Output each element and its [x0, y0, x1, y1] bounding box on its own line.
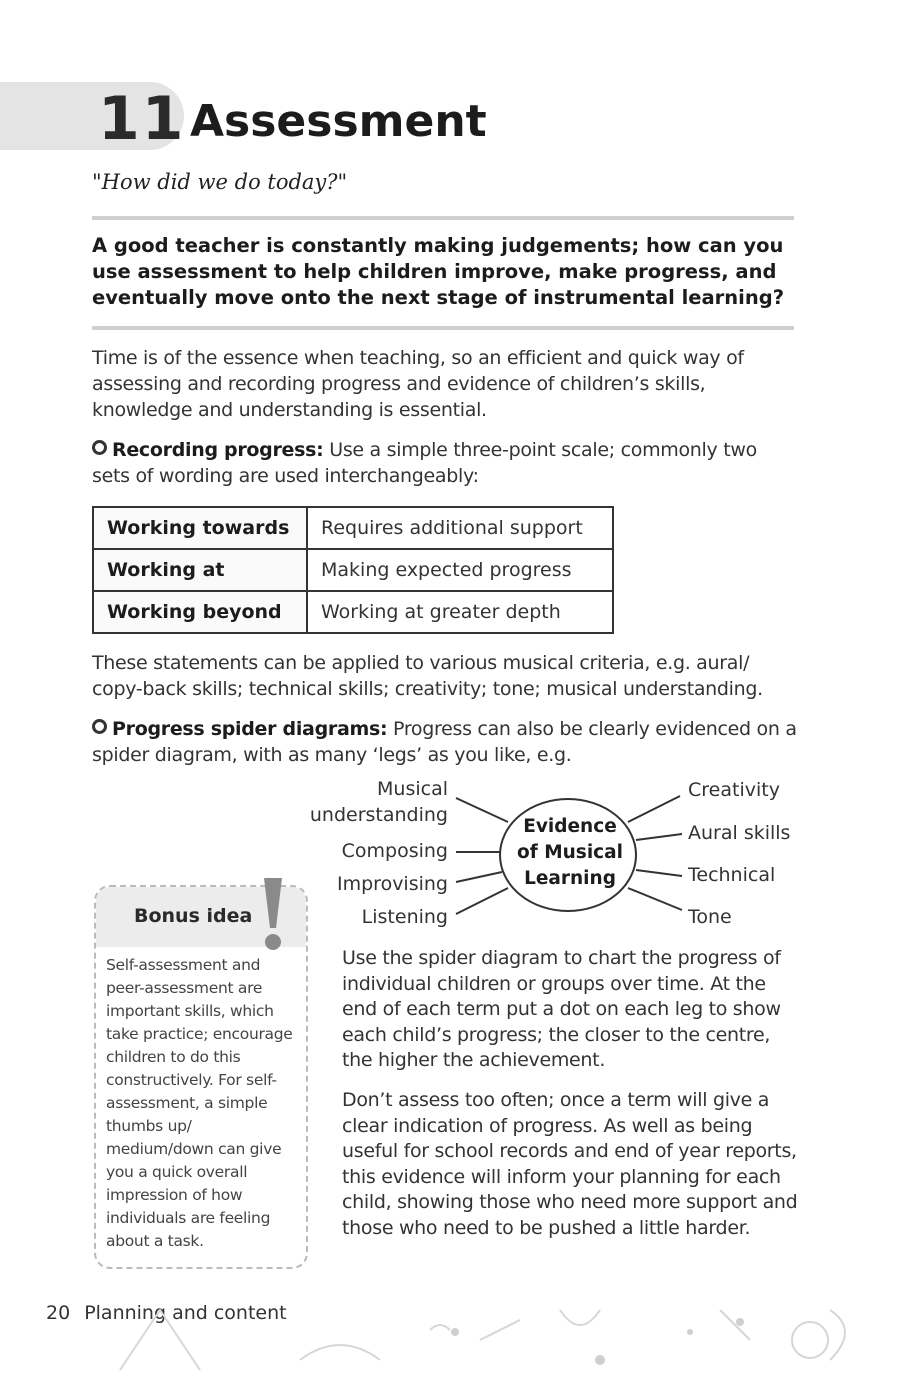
spider-heading: Progress spider diagrams:: [112, 718, 388, 740]
spider-leg-improvising: [456, 872, 502, 882]
bullet-icon: [92, 440, 107, 455]
bullet-icon: [92, 719, 107, 734]
spider-intro-paragraph: [92, 716, 797, 768]
spider-leg-musical-understanding: [456, 798, 508, 822]
leg-label-technical: Technical: [688, 864, 776, 886]
table-row: [93, 591, 613, 633]
leg-label-improvising: Improvising: [337, 873, 448, 895]
recording-text: Use a simple three-point scale; commonly two sets of wording are used interchangeably:: [92, 439, 757, 487]
music-notes-decoration: [0, 1270, 900, 1376]
spider-center-line: Evidence: [523, 816, 617, 837]
divider-bottom: [92, 326, 794, 330]
spider-leg-aural-skills: [636, 834, 682, 840]
scale-description: Working at greater depth: [307, 591, 613, 633]
table-row: [93, 549, 613, 591]
spider-usage-paragraph: Use the spider diagram to chart the progress of individual children or groups over time. At the end of each term put a dot on each leg to show each child’s progress; the closer to the centre, the higher the achievement.: [342, 947, 781, 1071]
scale-label: Working beyond: [93, 591, 307, 633]
page-number: 20: [46, 1302, 71, 1324]
leg-label-tone: Tone: [688, 906, 732, 928]
bonus-idea-title: Bonus idea: [134, 905, 253, 927]
spider-intro-text: Progress can also be clearly evidenced on a spider diagram, with as many ‘legs’ as you like, e.g.: [92, 718, 797, 766]
chapter-number: 11: [98, 84, 186, 154]
spider-leg-creativity: [628, 796, 680, 822]
intro-body: Time is of the essence when teaching, so an efficient and quick way of assessing and recording progress and evidence of children’s skills, knowledge and understanding is essential.: [92, 347, 744, 421]
recording-progress-paragraph: [92, 437, 797, 489]
table-row: [93, 507, 613, 549]
leg-label-creativity: Creativity: [688, 779, 780, 801]
scale-label: Working towards: [93, 507, 307, 549]
scale-description: Requires additional support: [307, 507, 613, 549]
bonus-idea-text: Self-assessment and peer-assessment are important skills, which take practice; encourage children to do this constructively. For self-assessment, a simple thumbs up/ medium/down can give you a quick overall impression of how individuals are feeling about a task.: [106, 956, 293, 1250]
scale-description: Making expected progress: [307, 549, 613, 591]
scale-label: Working at: [93, 549, 307, 591]
spider-leg-listening: [456, 888, 508, 914]
three-point-scale-table: [92, 506, 614, 634]
spider-center-line: of Musical: [517, 842, 623, 863]
divider-top: [92, 216, 794, 220]
leg-label-listening: Listening: [361, 906, 448, 928]
exclamation-icon: [258, 874, 288, 954]
frequency-advice-paragraph: Don’t assess too often; once a term will give a clear indication of progress. As well as being useful for school records and end of year reports, this evidence will inform your planning for each child, showing those who need more support and those who need to be pushed a little harder.: [342, 1089, 798, 1239]
criteria-paragraph: These statements can be applied to various musical criteria, e.g. aural/ copy-back skills; technical skills; creativity; tone; musical understanding.: [92, 652, 763, 700]
spider-leg-technical: [636, 870, 682, 876]
leg-label-understanding: understanding: [309, 804, 448, 826]
leg-label-aural-skills: Aural skills: [688, 822, 791, 844]
recording-heading: Recording progress:: [112, 439, 324, 461]
spider-center-label: [505, 814, 635, 892]
leg-label-composing: Composing: [341, 840, 448, 862]
intro-question: A good teacher is constantly making judgements; how can you use assessment to help children improve, make progress, and eventually move onto the next stage of instrumental learning?: [92, 234, 785, 309]
footer-section-title: Planning and content: [84, 1302, 287, 1324]
leg-label-musical: Musical: [377, 778, 448, 800]
chapter-quote: "How did we do today?": [92, 170, 348, 194]
spider-leg-tone: [628, 888, 682, 910]
spider-diagram: [290, 770, 810, 940]
spider-center-line: Learning: [524, 868, 616, 889]
chapter-title: Assessment: [190, 96, 487, 147]
